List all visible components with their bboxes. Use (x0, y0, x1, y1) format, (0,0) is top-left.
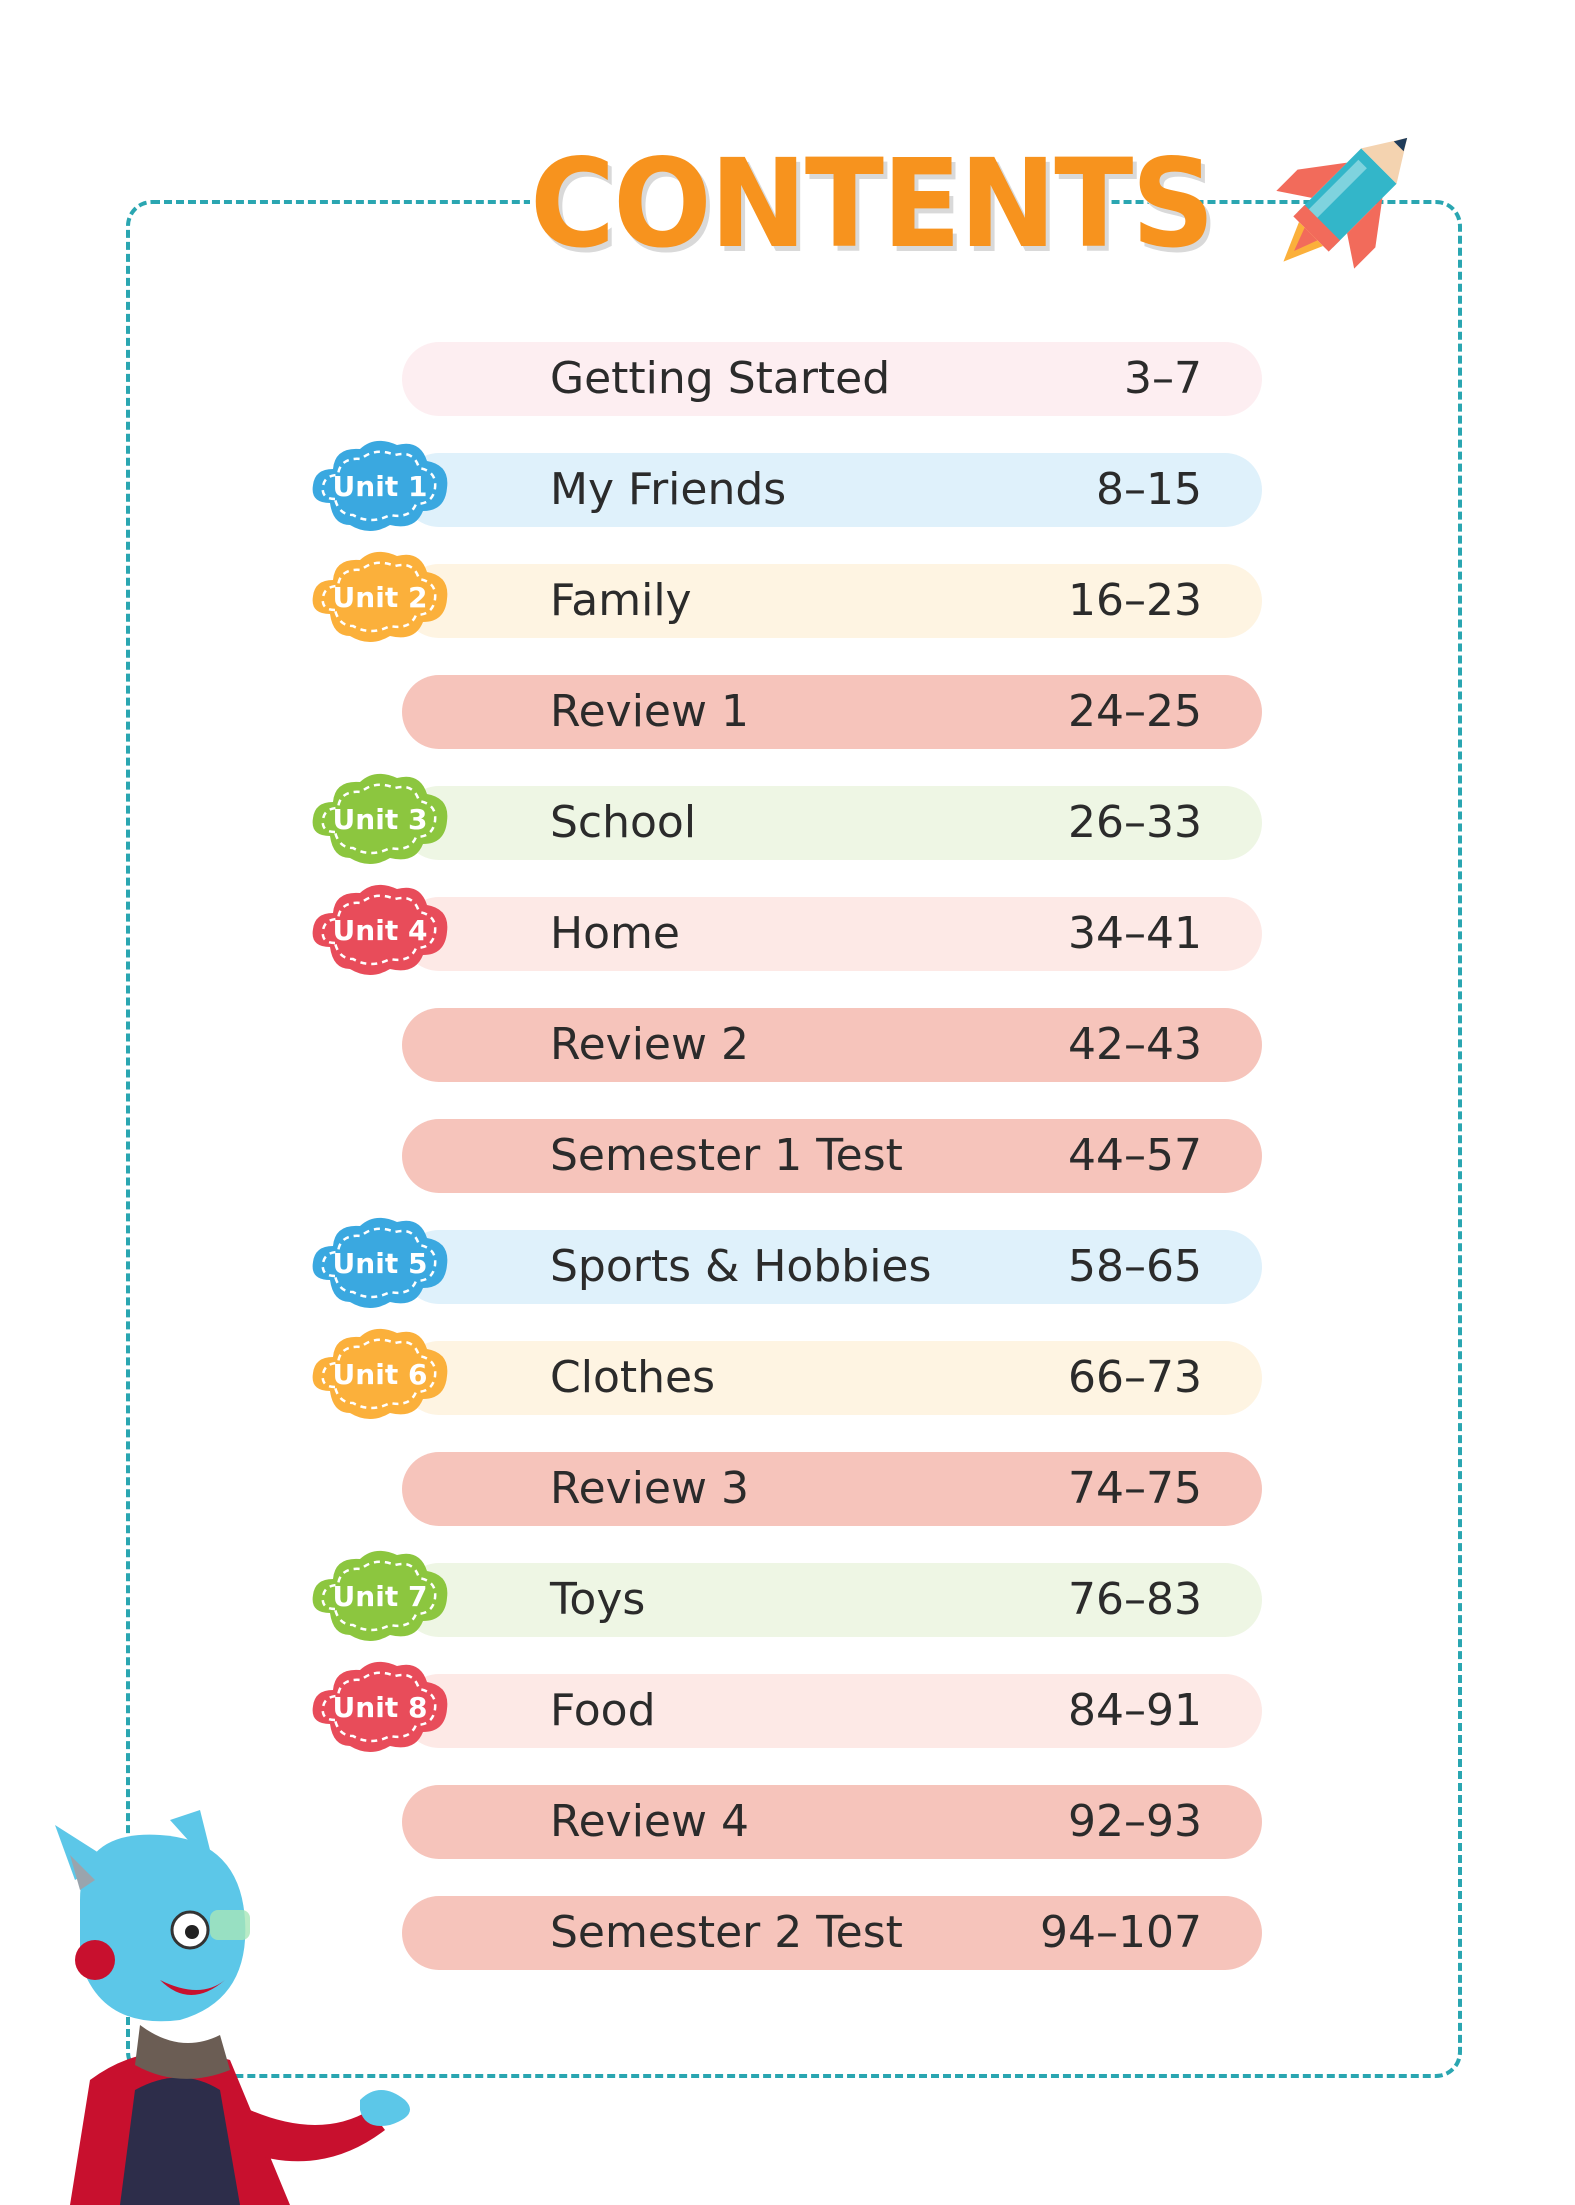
row-label: Getting Started (550, 353, 891, 404)
row-pages: 76–83 (1068, 1574, 1202, 1625)
unit-badge-cloud-icon (305, 877, 455, 987)
row-label: Food (550, 1685, 656, 1736)
row-pages: 92–93 (1068, 1796, 1202, 1847)
contents-row (402, 342, 1262, 416)
row-pages: 42–43 (1068, 1019, 1202, 1070)
contents-row (402, 1563, 1262, 1637)
unit-badge-label: Unit 6 (332, 1358, 428, 1391)
unit-badge-label: Unit 5 (332, 1247, 428, 1280)
row-pages: 44–57 (1068, 1130, 1202, 1181)
row-label: My Friends (550, 464, 787, 515)
unit-badge-cloud-icon (305, 766, 455, 876)
contents-row (402, 1230, 1262, 1304)
row-label: Review 3 (550, 1463, 749, 1514)
row-label: Home (550, 908, 680, 959)
unit-badge-cloud-icon (305, 433, 455, 543)
unit-badge-label: Unit 1 (332, 470, 428, 503)
contents-row (402, 1008, 1262, 1082)
row-label: Family (550, 575, 692, 626)
row-label: Review 1 (550, 686, 749, 737)
title-box (530, 133, 1213, 276)
row-pages: 8–15 (1096, 464, 1202, 515)
row-label: Review 2 (550, 1019, 749, 1070)
row-pages: 16–23 (1068, 575, 1202, 626)
row-pages: 66–73 (1068, 1352, 1202, 1403)
unit-badge-label: Unit 7 (332, 1580, 428, 1613)
page-title: CONTENTS (530, 133, 1213, 276)
row-pages: 58–65 (1068, 1241, 1202, 1292)
unit-badge-cloud-icon (305, 1654, 455, 1764)
row-label: Sports & Hobbies (550, 1241, 932, 1292)
contents-row (402, 453, 1262, 527)
unit-badge-cloud-icon (305, 1543, 455, 1653)
unit-badge-label: Unit 2 (332, 581, 428, 614)
unit-badge-cloud-icon (305, 544, 455, 654)
unit-badge-cloud-icon (305, 1210, 455, 1320)
row-label: Semester 2 Test (550, 1907, 903, 1958)
row-pages: 3–7 (1124, 353, 1202, 404)
robot-mascot-icon (40, 1810, 470, 2205)
row-pages: 94–107 (1040, 1907, 1202, 1958)
row-label: School (550, 797, 697, 848)
row-label: Toys (550, 1574, 646, 1625)
rocket-pencil-icon (1255, 110, 1425, 300)
unit-badge-label: Unit 3 (332, 803, 428, 836)
row-label: Review 4 (550, 1796, 749, 1847)
contents-row (402, 1785, 1262, 1859)
row-pages: 84–91 (1068, 1685, 1202, 1736)
row-label: Clothes (550, 1352, 715, 1403)
contents-row (402, 1341, 1262, 1415)
contents-row (402, 564, 1262, 638)
row-pages: 26–33 (1068, 797, 1202, 848)
contents-row (402, 675, 1262, 749)
row-pages: 34–41 (1068, 908, 1202, 959)
contents-row (402, 786, 1262, 860)
unit-badge-label: Unit 8 (332, 1691, 428, 1724)
contents-row (402, 1452, 1262, 1526)
row-label: Semester 1 Test (550, 1130, 903, 1181)
contents-row (402, 1896, 1262, 1970)
contents-row (402, 1674, 1262, 1748)
contents-row (402, 1119, 1262, 1193)
unit-badge-label: Unit 4 (332, 914, 428, 947)
contents-row (402, 897, 1262, 971)
row-pages: 74–75 (1068, 1463, 1202, 1514)
row-pages: 24–25 (1068, 686, 1202, 737)
unit-badge-cloud-icon (305, 1321, 455, 1431)
